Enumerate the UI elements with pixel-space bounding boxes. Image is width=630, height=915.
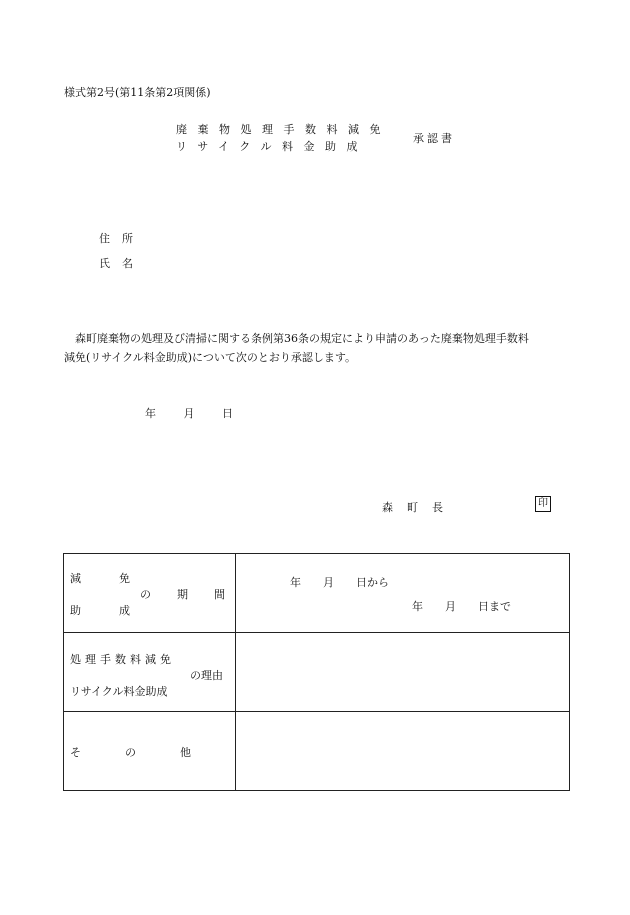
- table-row-other: [64, 712, 570, 791]
- table-row-period: [64, 554, 570, 633]
- period-value-cell[interactable]: [236, 554, 570, 633]
- date-line: 年 月 日: [145, 407, 233, 420]
- document-title-line1: 廃棄物処理手数料減免: [176, 123, 391, 136]
- table-row-reason: [64, 633, 570, 712]
- form-number: 様式第2号(第11条第2項関係): [64, 86, 211, 99]
- approval-details-table: [63, 553, 570, 791]
- address-label: 住所: [99, 232, 145, 245]
- period-label-mid: の期間: [140, 588, 251, 601]
- document-title-suffix: 承認書: [413, 132, 455, 145]
- body-text-line2: 減免(リサイクル料金助成)について次のとおり承認します。: [64, 351, 356, 364]
- reason-label-cell: [64, 633, 236, 712]
- issuer-title: 森町長: [382, 501, 457, 514]
- reason-label-mid: の理由: [190, 669, 223, 682]
- name-label: 氏名: [99, 257, 145, 270]
- period-label-top: 減免: [70, 572, 168, 585]
- reason-value-cell[interactable]: [236, 633, 570, 712]
- period-label-cell: [64, 554, 251, 633]
- other-value-cell[interactable]: [236, 712, 570, 791]
- other-label-cell: [64, 712, 236, 791]
- period-from: 年 月 日から: [290, 576, 389, 589]
- reason-label-top: 処理手数料減免: [70, 653, 175, 666]
- period-label-bottom: 助成: [70, 604, 168, 617]
- document-title-line2: リサイクル料金助成: [176, 140, 368, 153]
- period-to: 年 月 日まで: [412, 600, 511, 613]
- reason-label-bottom: リサイクル料金助成: [70, 685, 168, 698]
- body-text-line1: 森町廃棄物の処理及び清掃に関する条例第36条の規定により申請のあった廃棄物処理手数料: [75, 332, 529, 345]
- other-label: そ の 他: [70, 746, 191, 759]
- seal-mark: 印: [535, 496, 551, 512]
